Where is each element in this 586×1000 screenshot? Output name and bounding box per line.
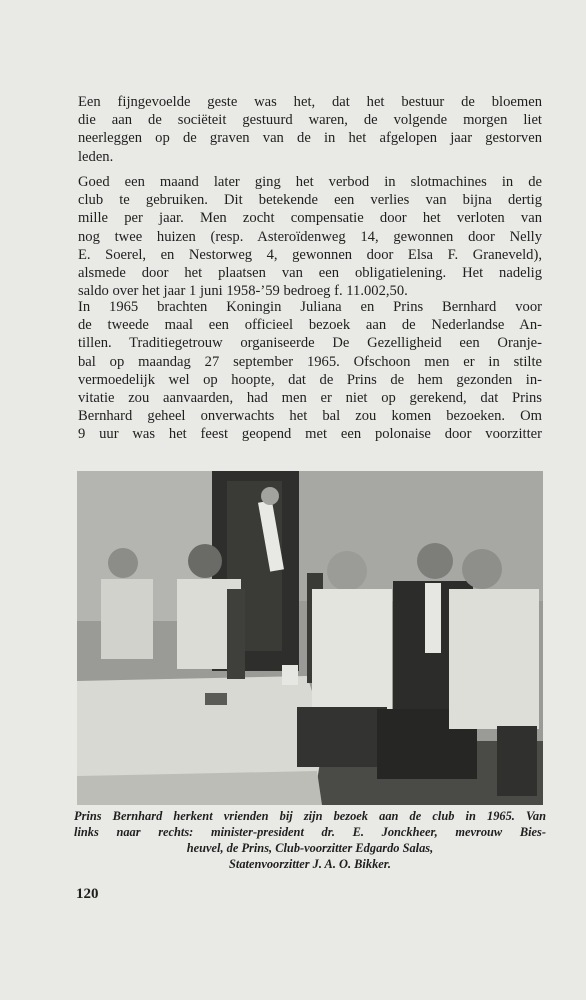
text-line: club te gebruiken. Dit betekende een verlies van bijna dertig [78,192,542,209]
text-line: vermoedelijk wel op hoopte, dat de Prins de hem gezonden in- [78,371,542,388]
text-line: neerleggen op de graven van de in het afgelopen jaar gestorven [78,130,542,147]
text-line: vitatie zou aanvaarden, had men er niet op gerekend, dat Prins [78,390,542,407]
text-line: Bernhard geheel onverwachts het bal zou komen bezoeken. Om [78,408,542,425]
photo-illustration [77,471,543,805]
text-line: tillen. Traditiegetrouw organiseerde De Gezelligheid een Oranje- [78,335,542,352]
text-line: E. Soerel, en Nestorweg 4, gewonnen door Elsa F. Graneveld), [78,246,542,263]
text-line: saldo over het jaar 1 juni 1958-’59 bedroeg f. 11.002,50. [78,283,408,300]
text-line: alsmede door het plaatsen van een obligatielening. Het nadelig [78,265,542,282]
caption-line: Statenvoorzitter J. A. O. Bikker. [228,857,391,871]
text-line: 9 uur was het feest geopend met een polonaise door voorzitter [78,426,542,443]
text-line: Goed een maand later ging het verbod in slotmachines in de [78,174,542,190]
text-line: de tweede maal een officieel bezoek aan de Nederlandse An- [78,317,542,334]
club-visit-photo [77,471,543,805]
text-line: Een fijngevoelde geste was het, dat het bestuur de bloemen [78,94,542,110]
photo-caption [74,808,546,872]
text-line: bal op maandag 27 september 1965. Ofschoon men er in stilte [78,353,542,370]
caption-line: links naar rechts: minister-president dr. E. Jonckheer, mevrouw Bies- [74,825,546,839]
caption-line: heuvel, de Prins, Club-voorzitter Edgardo Salas, [186,841,434,855]
paragraph-2 [78,173,542,300]
text-line: mille per jaar. Men zocht compensatie door het verloten van [78,210,542,227]
paragraph-1 [78,93,542,166]
text-line: In 1965 brachten Koningin Juliana en Prins Bernhard voor [78,299,542,315]
text-line: leden. [78,148,114,165]
page-number: 120 [76,886,99,902]
paragraph-3 [78,298,542,444]
text-line: nog twee huizen (resp. Asteroïdenweg 14, gewonnen door Nelly [78,228,542,245]
text-line: die aan de sociëteit gestuurd waren, de volgende morgen liet [78,112,542,129]
caption-line: Prins Bernhard herkent vrienden bij zijn bezoek aan de club in 1965. Van [74,809,546,823]
